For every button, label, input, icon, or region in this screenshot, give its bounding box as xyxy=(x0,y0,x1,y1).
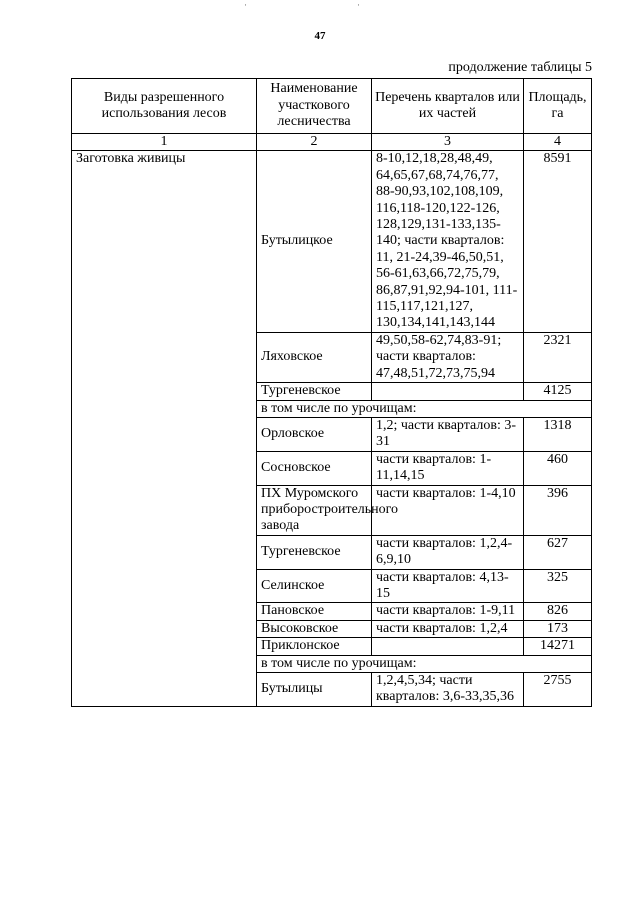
area-cell: 1318 xyxy=(524,417,592,451)
forestry-name: Ляховское xyxy=(257,332,372,382)
area-cell: 2755 xyxy=(524,673,592,707)
forestry-name: ПХ Муромского приборостроительного завода xyxy=(257,485,372,535)
column-number: 4 xyxy=(524,134,592,151)
quarters-cell: части кварталов: 4,13-15 xyxy=(372,569,524,603)
column-number: 2 xyxy=(257,134,372,151)
forestry-name: Сосновское xyxy=(257,451,372,485)
area-cell: 826 xyxy=(524,603,592,620)
forestry-name: Приклонское xyxy=(257,638,372,655)
area-cell: 325 xyxy=(524,569,592,603)
forestry-name: Тургеневское xyxy=(257,535,372,569)
column-number-row xyxy=(72,134,592,151)
quarters-cell xyxy=(372,383,524,400)
area-cell: 460 xyxy=(524,451,592,485)
forestry-name: Высоковское xyxy=(257,620,372,637)
use-type-cell: Заготовка живицы xyxy=(72,151,257,706)
table-row xyxy=(72,151,592,332)
table-body xyxy=(72,151,592,706)
column-number: 1 xyxy=(72,134,257,151)
quarters-cell: части кварталов: 1-9,11 xyxy=(372,603,524,620)
area-cell: 2321 xyxy=(524,332,592,382)
header-forestry: Наименование участкового лесничества xyxy=(257,79,372,134)
forestry-name: Тургеневское xyxy=(257,383,372,400)
area-cell: 4125 xyxy=(524,383,592,400)
area-cell: 8591 xyxy=(524,151,592,332)
table-continuation-label: продолжение таблицы 5 xyxy=(448,60,592,75)
header-use-type: Виды разрешенного использования лесов xyxy=(72,79,257,134)
area-cell: 14271 xyxy=(524,638,592,655)
quarters-cell: части кварталов: 1,2,4-6,9,10 xyxy=(372,535,524,569)
forestry-name: Пановское xyxy=(257,603,372,620)
page-number: 47 xyxy=(314,30,326,42)
quarters-cell: 49,50,58-62,74,83-91; части кварталов: 47,48,51,72,73,75,94 xyxy=(372,332,524,382)
subheader-cell: в том числе по урочищам: xyxy=(257,655,592,672)
subheader-cell: в том числе по урочищам: xyxy=(257,400,592,417)
quarters-cell: части кварталов: 1-11,14,15 xyxy=(372,451,524,485)
area-cell: 173 xyxy=(524,620,592,637)
header-quarters: Перечень кварталов или их частей xyxy=(372,79,524,134)
quarters-cell: части кварталов: 1,2,4 xyxy=(372,620,524,637)
quarters-cell: 1,2; части кварталов: 3-31 xyxy=(372,417,524,451)
header-row xyxy=(72,79,592,134)
quarters-cell: 1,2,4,5,34; части кварталов: 3,6-33,35,36 xyxy=(372,673,524,707)
area-cell: 396 xyxy=(524,485,592,535)
area-cell: 627 xyxy=(524,535,592,569)
header-area: Площадь, га xyxy=(524,79,592,134)
quarters-cell xyxy=(372,638,524,655)
quarters-cell: 8-10,12,18,28,48,49, 64,65,67,68,74,76,77, 88-90,93,102,108,109, 116,118-120,122-126, 128,129,131-133,135-140; части кварталов: 11, 21-24,39-46,50,51, 56-61,63,66,72,75,79, 86,87,91,92,94-101, 111-115,117,121,127, 130,134,141,143,144 xyxy=(372,151,524,332)
forestry-name: Бутылицкое xyxy=(257,151,372,332)
forest-use-table xyxy=(71,78,592,707)
column-number: 3 xyxy=(372,134,524,151)
forestry-name: Бутылицы xyxy=(257,673,372,707)
forestry-name: Орловское xyxy=(257,417,372,451)
forestry-name: Селинское xyxy=(257,569,372,603)
quarters-cell: части кварталов: 1-4,10 xyxy=(372,485,524,535)
scan-marks: · · xyxy=(244,0,360,10)
